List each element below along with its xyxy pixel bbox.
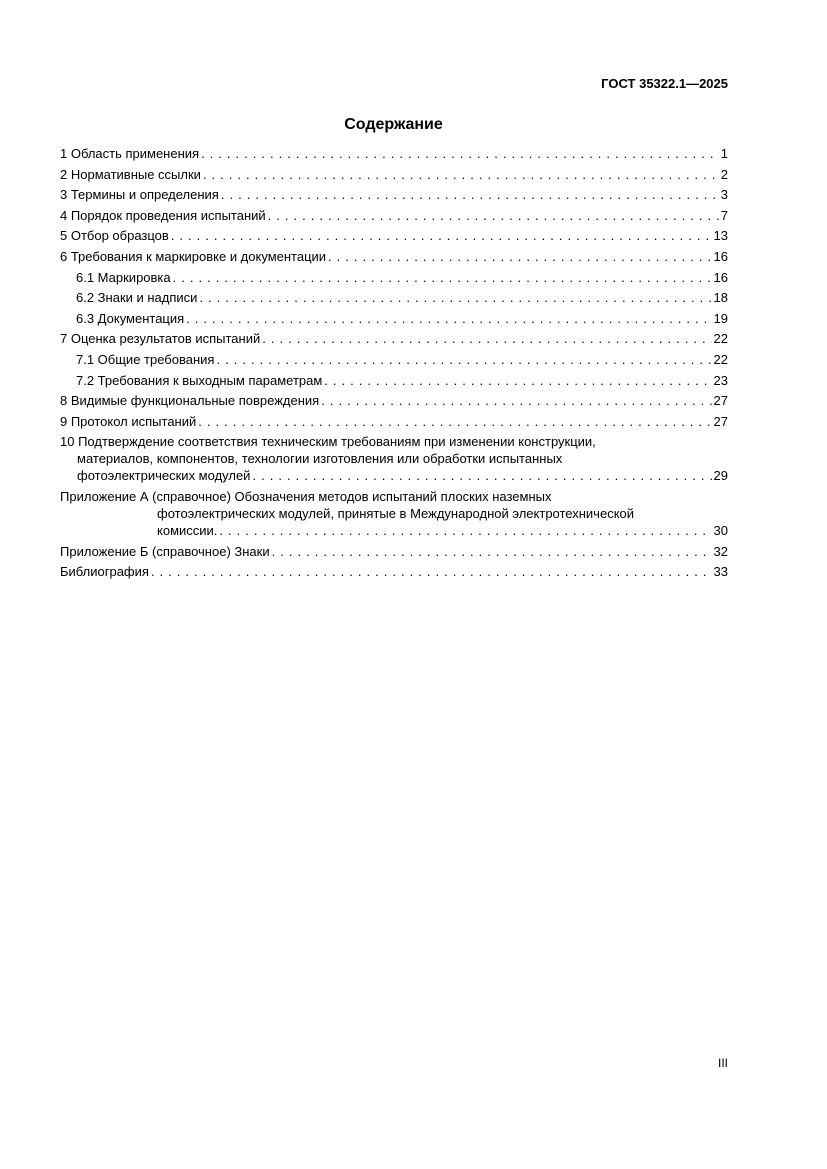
leader-dots [186,310,711,327]
toc-entry[interactable] [60,145,728,162]
toc-entry-text-continuation: фотоэлектрических модулей, принятые в Международной электротехнической [157,505,635,521]
toc-page-number: 16 [713,269,728,285]
toc-entry-text: 5 Отбор образцов [60,228,169,244]
toc-entry[interactable] [60,207,728,224]
leader-dots [201,145,719,162]
toc-entry-text-continuation: материалов, компонентов, технологии изготовления или обработки испытанных [77,451,563,467]
toc-entry-text: Библиография [60,564,149,580]
document-code: ГОСТ 35322.1—2025 [601,76,728,91]
toc-entry-text: 7.2 Требования к выходным параметрам [76,372,323,388]
leader-dots [328,248,711,265]
toc-entry[interactable] [60,227,728,244]
leader-dots [151,563,712,580]
toc-page-number: 29 [713,468,728,484]
leader-dots [252,467,711,484]
toc-page-number: 32 [713,543,728,559]
toc-subentry[interactable] [60,372,728,389]
leader-dots [262,330,711,347]
toc-title: Содержание [344,116,443,133]
toc-subentry[interactable] [60,351,728,368]
toc-page-number: 3 [720,187,728,203]
toc-entry-text: 7.1 Общие требования [76,351,215,367]
toc-entry-multiline[interactable] [60,433,728,484]
leader-dots [268,207,719,224]
leader-dots [216,351,711,368]
leader-dots [199,289,711,306]
toc-entry-text: 8 Видимые функциональные повреждения [60,393,320,409]
toc-page-number: 19 [713,310,728,326]
page-number: III [717,1056,728,1070]
toc-entry[interactable] [60,186,728,203]
toc-entry[interactable] [60,248,728,265]
toc-page-number: 7 [720,207,728,223]
toc-page-number: 30 [713,522,728,538]
toc-entry-text: 1 Область применения [60,146,200,161]
leader-dots [173,269,712,286]
leader-dots [221,186,719,203]
table-of-contents [60,145,728,584]
toc-entry-text: 6.3 Документация [76,310,185,326]
toc-entry[interactable] [60,392,728,409]
toc-entry-text: 7 Оценка результатов испытаний [60,331,261,347]
toc-entry[interactable] [60,330,728,347]
toc-entry-text-continuation: фотоэлектрических модулей [77,468,251,484]
toc-entry-text: 3 Термины и определения [60,187,219,203]
toc-entry-text: 9 Протокол испытаний [60,413,197,429]
toc-page-number: 23 [713,372,728,388]
toc-page-number: 33 [713,564,728,580]
toc-appendix-entry[interactable] [60,543,728,560]
toc-entry[interactable] [60,166,728,183]
toc-subentry[interactable] [60,269,728,286]
leader-dots [219,522,711,539]
toc-page-number: 22 [713,331,728,347]
leader-dots [198,413,711,430]
toc-entry-text: Приложение А (справочное) Обозначения методов испытаний плоских наземных [60,488,552,504]
toc-page-number: 18 [713,290,728,306]
toc-page-number: 27 [713,413,728,429]
toc-page-number: 13 [713,228,728,244]
toc-entry-text: 2 Нормативные ссылки [60,166,201,182]
toc-appendix-entry[interactable] [60,488,728,539]
toc-entry-text: 6.1 Маркировка [76,269,171,285]
toc-page-number: 22 [713,351,728,367]
toc-entry-text-continuation: комиссии. [157,522,218,538]
toc-entry[interactable] [60,413,728,430]
toc-subentry[interactable] [60,310,728,327]
leader-dots [321,392,711,409]
toc-entry-text: 4 Порядок проведения испытаний [60,207,266,223]
toc-entry-text: 6 Требования к маркировке и документации [60,248,327,264]
toc-page-number: 1 [720,146,728,161]
toc-subentry[interactable] [60,289,728,306]
toc-entry-bibliography[interactable] [60,563,728,580]
toc-page-number: 2 [720,166,728,182]
toc-page-number: 27 [713,393,728,409]
leader-dots [171,227,712,244]
toc-entry-text: Приложение Б (справочное) Знаки [60,543,270,559]
leader-dots [272,543,712,560]
toc-entry-text: 6.2 Знаки и надписи [76,290,198,306]
toc-entry-text: 10 Подтверждение соответствия техническим требованиям при изменении конструкции, [60,434,596,450]
toc-page-number: 16 [713,248,728,264]
leader-dots [203,166,719,183]
leader-dots [324,372,711,389]
